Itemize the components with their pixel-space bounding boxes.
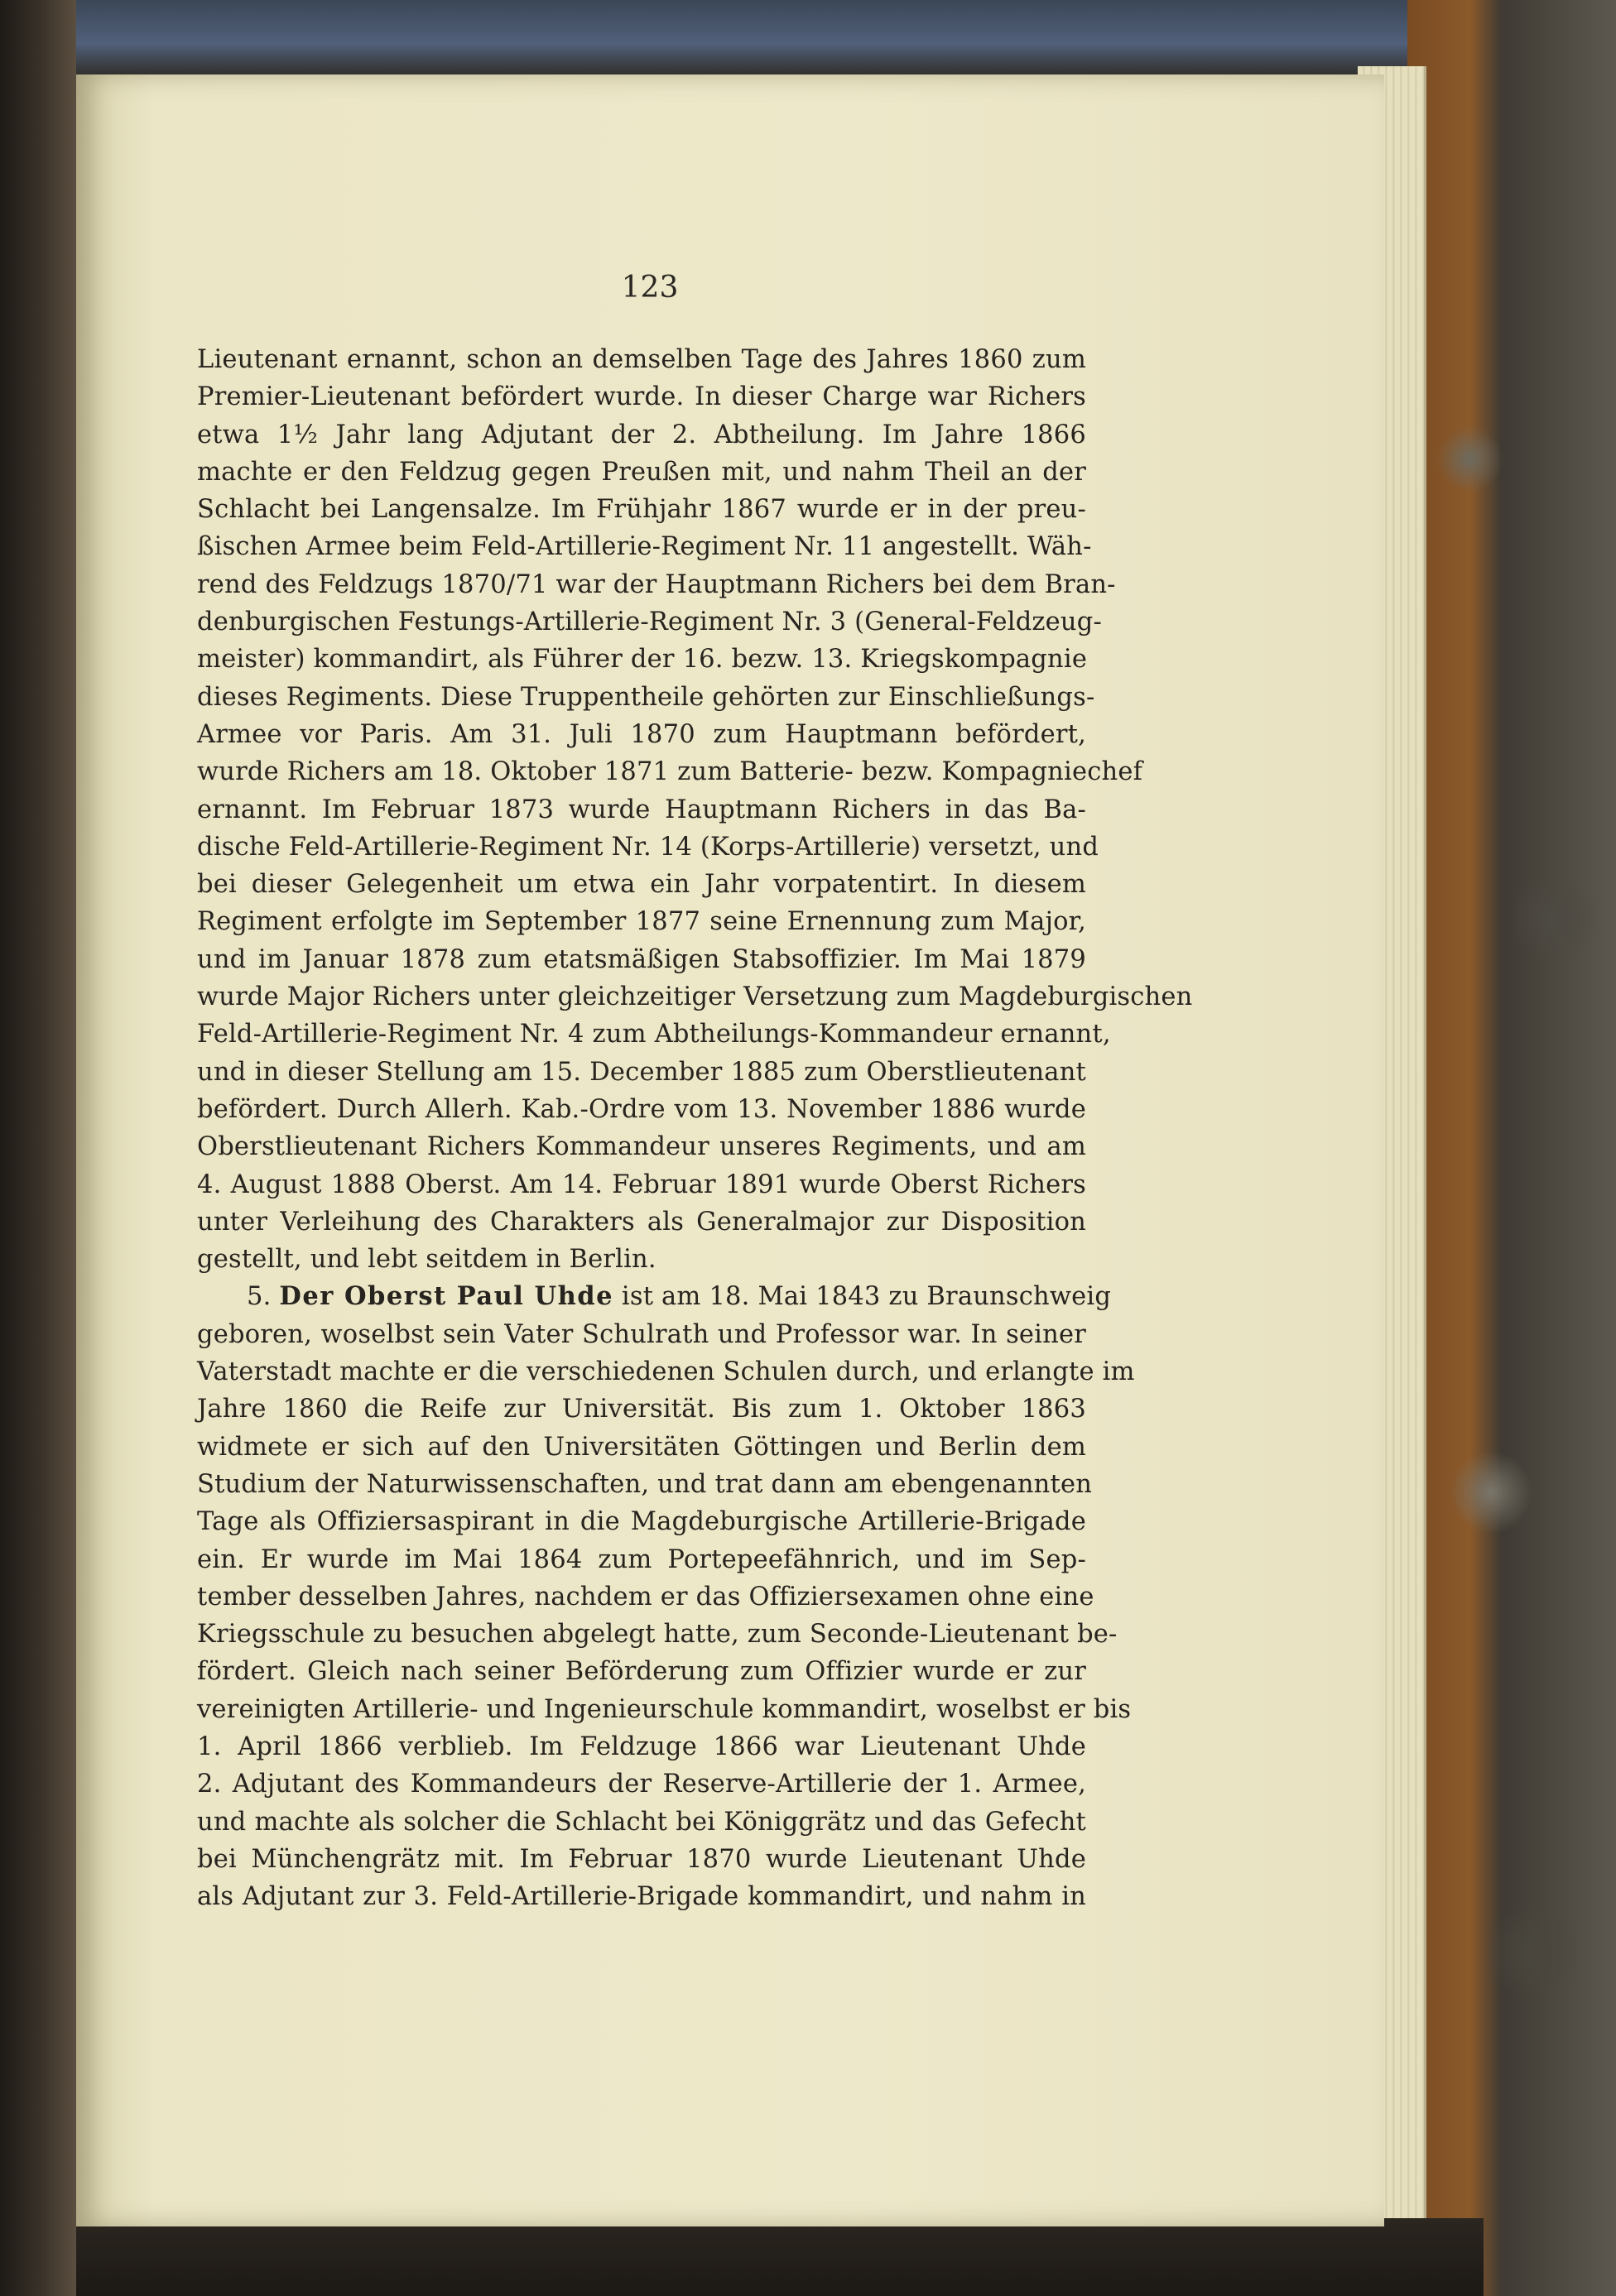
marbled-cover-right (1407, 0, 1616, 2296)
text-line: 1. April 1866 verblieb. Im Feldzuge 1866 war Lieutenant Uhde (197, 1732, 1086, 1761)
text-fragment: ist am 18. Mai 1843 zu Braunschweig (621, 1282, 1112, 1312)
text-line: und im Januar 1878 zum etatsmäßigen Stabsoffizier. Im Mai 1879 (197, 944, 1086, 974)
text-line: wurde Major Richers unter gleichzeitiger Versetzung zum Magdeburgischen (197, 982, 1193, 1012)
text-line: vereinigten Artillerie- und Ingenieurschule kommandirt, woselbst er bis (197, 1694, 1132, 1724)
text-line: Jahre 1860 die Reife zur Universität. Bis zum 1. Oktober 1863 (197, 1395, 1086, 1424)
paragraph-number: 5. (247, 1282, 272, 1312)
text-line: als Adjutant zur 3. Feld-Artillerie-Brigade kommandirt, und nahm in (197, 1882, 1086, 1912)
text-line: etwa 1½ Jahr lang Adjutant der 2. Abtheilung. Im Jahre 1866 (197, 420, 1086, 449)
text-line: widmete er sich auf den Universitäten Göttingen und Berlin dem (197, 1432, 1086, 1462)
text-line: denburgischen Festungs-Artillerie-Regiment Nr. 3 (General-Feldzeug- (197, 608, 1103, 637)
text-line: meister) kommandirt, als Führer der 16. bezw. 13. Kriegskompagnie (197, 645, 1088, 675)
text-line: unter Verleihung des Charakters als Generalmajor zur Disposition (197, 1207, 1086, 1237)
text-line: wurde Richers am 18. Oktober 1871 zum Batterie- bezw. Kompagniechef (197, 757, 1143, 787)
book-cover-bottom (76, 2218, 1484, 2296)
text-line: befördert. Durch Allerh. Kab.-Ordre vom 13. November 1886 wurde (197, 1094, 1086, 1124)
text-line: bei dieser Gelegenheit um etwa ein Jahr vorpatentirt. In diesem (197, 870, 1086, 900)
text-line: Schlacht bei Langensalze. Im Frühjahr 1867 wurde er in der preu- (197, 495, 1086, 525)
text-line: Oberstlieutenant Richers Kommandeur unseres Regiments, und am (197, 1132, 1086, 1162)
person-name: Der Oberst Paul Uhde (279, 1281, 613, 1312)
text-line: Premier-Lieutenant befördert wurde. In dieser Charge war Richers (197, 382, 1086, 412)
book-cover-left (0, 0, 76, 2296)
page-body (197, 341, 1193, 1915)
text-line: gestellt, und lebt seitdem in Berlin. (197, 1245, 656, 1275)
text-line: Vaterstadt machte er die verschiedenen Schulen durch, und erlangte im (197, 1357, 1135, 1387)
text-line: Armee vor Paris. Am 31. Juli 1870 zum Hauptmann befördert, (197, 719, 1086, 749)
text-line: 2. Adjutant des Kommandeurs der Reserve-Artillerie der 1. Armee, (197, 1770, 1086, 1799)
paragraph-5-first-line (197, 1278, 1112, 1315)
text-line: Studium der Naturwissenschaften, und trat dann am ebengenannten (197, 1469, 1093, 1499)
text-line: Lieutenant ernannt, schon an demselben Tage des Jahres 1860 zum (197, 345, 1086, 374)
text-line: rend des Feldzugs 1870/71 war der Hauptmann Richers bei dem Bran- (197, 569, 1116, 599)
book-cover-top (76, 0, 1533, 79)
text-line: dische Feld-Artillerie-Regiment Nr. 14 (Korps-Artillerie) versetzt, und (197, 832, 1099, 862)
text-line: ein. Er wurde im Mai 1864 zum Portepeefähnrich, und im Sep- (197, 1544, 1086, 1574)
text-line: machte er den Feldzug gegen Preußen mit, und nahm Theil an der (197, 457, 1086, 487)
text-line: dieses Regiments. Diese Truppentheile gehörten zur Einschließungs- (197, 682, 1095, 712)
text-line: tember desselben Jahres, nachdem er das Offiziersexamen ohne eine (197, 1582, 1094, 1612)
text-line: 4. August 1888 Oberst. Am 14. Februar 1891 wurde Oberst Richers (197, 1170, 1086, 1199)
text-line: ßischen Armee beim Feld-Artillerie-Regiment Nr. 11 angestellt. Wäh- (197, 532, 1092, 562)
text-line: Regiment erfolgte im September 1877 seine Ernennung zum Major, (197, 907, 1086, 937)
text-line: geboren, woselbst sein Vater Schulrath und Professor war. In seiner (197, 1319, 1086, 1349)
text-line: ernannt. Im Februar 1873 wurde Hauptmann Richers in das Ba- (197, 795, 1086, 824)
text-line: fördert. Gleich nach seiner Beförderung zum Offizier wurde er zur (197, 1657, 1086, 1687)
text-line: und in dieser Stellung am 15. December 1885 zum Oberstlieutenant (197, 1057, 1086, 1087)
text-line: Kriegsschule zu besuchen abgelegt hatte, zum Seconde-Lieutenant be- (197, 1620, 1118, 1650)
text-line: Tage als Offiziersaspirant in die Magdeburgische Artillerie-Brigade (197, 1507, 1086, 1537)
text-line: und machte als solcher die Schlacht bei Königgrätz und das Gefecht (197, 1807, 1086, 1837)
text-line: bei Münchengrätz mit. Im Februar 1870 wurde Lieutenant Uhde (197, 1844, 1086, 1874)
text-line: Feld-Artillerie-Regiment Nr. 4 zum Abtheilungs-Kommandeur ernannt, (197, 1020, 1111, 1050)
page-number: 123 (621, 271, 679, 305)
